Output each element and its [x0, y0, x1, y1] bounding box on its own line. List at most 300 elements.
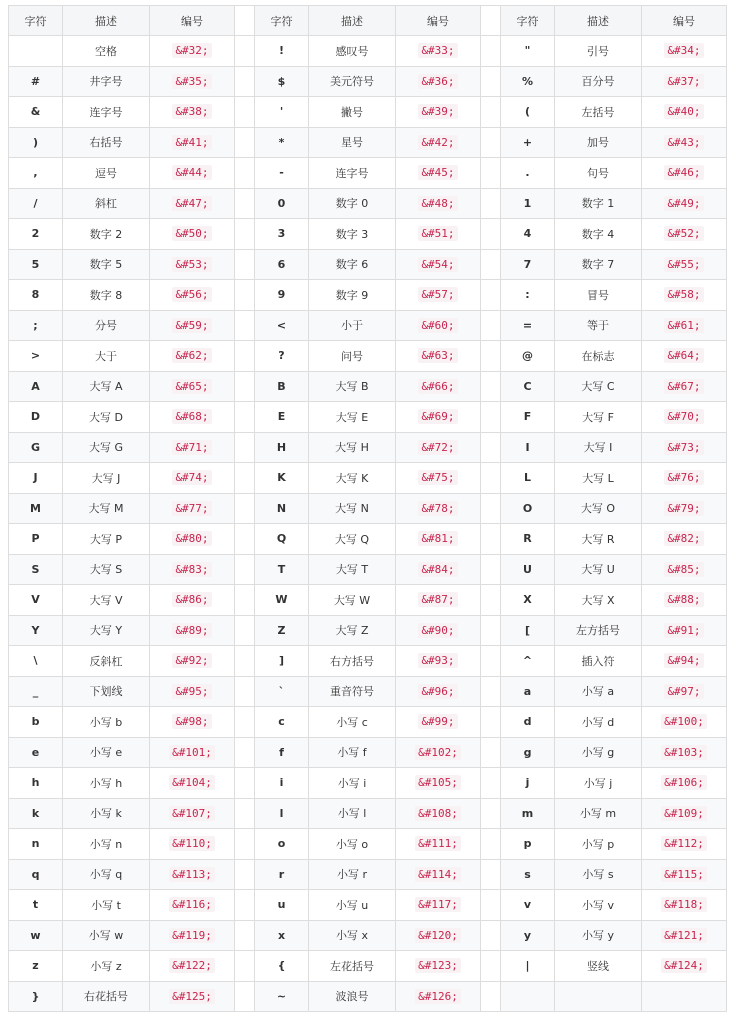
description-cell: 大写 H [309, 432, 396, 463]
code-cell [642, 524, 727, 555]
code-cell [396, 249, 481, 280]
code-cell [396, 585, 481, 616]
table-row [9, 97, 727, 128]
column-gap [481, 890, 501, 921]
column-gap [235, 6, 255, 36]
table-row [9, 219, 727, 250]
code-cell [642, 646, 727, 677]
code-cell [396, 463, 481, 494]
column-gap [235, 341, 255, 372]
code-cell [642, 371, 727, 402]
entity-code: &#90; [418, 623, 457, 638]
description-cell: 小写 p [555, 829, 642, 860]
code-cell [396, 981, 481, 1012]
description-cell: 左括号 [555, 97, 642, 128]
entity-code: &#80; [172, 531, 211, 546]
char-cell: l [255, 798, 309, 829]
description-cell: 连字号 [63, 97, 150, 128]
column-gap [235, 280, 255, 311]
char-cell: e [9, 737, 63, 768]
entity-code: &#97; [664, 684, 703, 699]
description-cell: 小写 w [63, 920, 150, 951]
column-gap [481, 371, 501, 402]
description-cell: 重音符号 [309, 676, 396, 707]
description-cell: 数字 0 [309, 188, 396, 219]
entity-code: &#56; [172, 287, 211, 302]
description-cell: 波浪号 [309, 981, 396, 1012]
entity-code: &#46; [664, 165, 703, 180]
column-gap [481, 219, 501, 250]
column-gap [235, 493, 255, 524]
char-cell: H [255, 432, 309, 463]
entity-code: &#65; [172, 379, 211, 394]
code-cell [150, 249, 235, 280]
char-cell: v [501, 890, 555, 921]
char-cell: * [255, 127, 309, 158]
description-cell: 小写 d [555, 707, 642, 738]
code-cell [642, 951, 727, 982]
description-cell: 小写 x [309, 920, 396, 951]
description-cell: 撇号 [309, 97, 396, 128]
entity-code: &#58; [664, 287, 703, 302]
description-cell: 左花括号 [309, 951, 396, 982]
table-row [9, 768, 727, 799]
char-cell: b [9, 707, 63, 738]
description-cell: 数字 6 [309, 249, 396, 280]
entity-code: &#85; [664, 562, 703, 577]
code-cell [396, 646, 481, 677]
entity-code: &#36; [418, 74, 457, 89]
entity-code: &#49; [664, 196, 703, 211]
column-gap [481, 402, 501, 433]
entity-code: &#109; [661, 806, 707, 821]
code-cell [396, 676, 481, 707]
entity-code: &#63; [418, 348, 457, 363]
description-cell: 大写 M [63, 493, 150, 524]
column-gap [481, 981, 501, 1012]
code-cell [396, 615, 481, 646]
char-cell: D [9, 402, 63, 433]
char-cell: $ [255, 66, 309, 97]
code-cell [642, 97, 727, 128]
code-cell [396, 890, 481, 921]
description-cell: 小写 r [309, 859, 396, 890]
description-cell: 大写 T [309, 554, 396, 585]
code-cell [642, 310, 727, 341]
code-cell [396, 66, 481, 97]
column-gap [235, 554, 255, 585]
char-cell: r [255, 859, 309, 890]
code-cell [642, 676, 727, 707]
entity-code: &#103; [661, 745, 707, 760]
code-cell [396, 402, 481, 433]
description-cell: 小写 v [555, 890, 642, 921]
char-cell: t [9, 890, 63, 921]
code-cell [642, 493, 727, 524]
code-cell [150, 158, 235, 189]
table-row [9, 249, 727, 280]
table-row [9, 310, 727, 341]
entity-code: &#107; [169, 806, 215, 821]
code-cell [396, 310, 481, 341]
code-cell [642, 890, 727, 921]
char-cell [501, 981, 555, 1012]
char-cell: Z [255, 615, 309, 646]
char-cell: K [255, 463, 309, 494]
entity-code: &#93; [418, 653, 457, 668]
char-cell: + [501, 127, 555, 158]
description-cell: 数字 4 [555, 219, 642, 250]
entity-code: &#89; [172, 623, 211, 638]
column-gap [481, 158, 501, 189]
description-cell: 等于 [555, 310, 642, 341]
entity-code: &#124; [661, 958, 707, 973]
column-gap [235, 737, 255, 768]
table-row [9, 493, 727, 524]
table-row [9, 463, 727, 494]
char-cell: k [9, 798, 63, 829]
char-cell: ' [255, 97, 309, 128]
char-cell: h [9, 768, 63, 799]
entity-code: &#43; [664, 135, 703, 150]
code-cell [150, 432, 235, 463]
char-cell: p [501, 829, 555, 860]
description-cell: 大写 Z [309, 615, 396, 646]
code-cell [642, 981, 727, 1012]
char-cell: 9 [255, 280, 309, 311]
table-row [9, 615, 727, 646]
description-cell: 大写 Q [309, 524, 396, 555]
table-body [9, 36, 727, 1012]
description-cell: 小写 n [63, 829, 150, 860]
column-gap [235, 951, 255, 982]
description-cell: 数字 1 [555, 188, 642, 219]
code-cell [642, 341, 727, 372]
char-cell: A [9, 371, 63, 402]
entity-code: &#50; [172, 226, 211, 241]
code-cell [642, 463, 727, 494]
entity-code: &#60; [418, 318, 457, 333]
code-cell [642, 585, 727, 616]
description-cell: 小写 i [309, 768, 396, 799]
description-cell: 逗号 [63, 158, 150, 189]
column-gap [235, 371, 255, 402]
code-cell [642, 798, 727, 829]
entity-code: &#62; [172, 348, 211, 363]
table-row [9, 798, 727, 829]
entity-code: &#79; [664, 501, 703, 516]
code-cell [396, 524, 481, 555]
char-cell: J [9, 463, 63, 494]
entity-code: &#44; [172, 165, 211, 180]
char-cell: ( [501, 97, 555, 128]
entity-code: &#54; [418, 257, 457, 272]
header-char: 字符 [255, 6, 309, 36]
description-cell: 大写 J [63, 463, 150, 494]
entity-code: &#75; [418, 470, 457, 485]
code-cell [396, 951, 481, 982]
description-cell: 数字 2 [63, 219, 150, 250]
char-cell: . [501, 158, 555, 189]
column-gap [481, 859, 501, 890]
code-cell [150, 615, 235, 646]
entity-code: &#126; [415, 989, 461, 1004]
code-cell [642, 188, 727, 219]
char-cell [9, 36, 63, 67]
table-row [9, 66, 727, 97]
code-cell [150, 981, 235, 1012]
code-cell [642, 432, 727, 463]
table-row [9, 341, 727, 372]
column-gap [235, 707, 255, 738]
char-cell: 8 [9, 280, 63, 311]
code-cell [642, 402, 727, 433]
table-row [9, 188, 727, 219]
code-cell [150, 859, 235, 890]
code-cell [396, 493, 481, 524]
description-cell: 小写 j [555, 768, 642, 799]
table-row [9, 676, 727, 707]
description-cell: 大写 O [555, 493, 642, 524]
description-cell: 星号 [309, 127, 396, 158]
description-cell: 右括号 [63, 127, 150, 158]
header-char: 字符 [501, 6, 555, 36]
char-cell: ) [9, 127, 63, 158]
description-cell: 小写 l [309, 798, 396, 829]
description-cell: 分号 [63, 310, 150, 341]
char-cell: | [501, 951, 555, 982]
char-cell: = [501, 310, 555, 341]
char-cell: ; [9, 310, 63, 341]
code-cell [396, 554, 481, 585]
description-cell: 大写 Y [63, 615, 150, 646]
code-cell [150, 310, 235, 341]
column-gap [481, 615, 501, 646]
table-row [9, 646, 727, 677]
column-gap [481, 341, 501, 372]
entity-code: &#52; [664, 226, 703, 241]
entity-code: &#66; [418, 379, 457, 394]
code-cell [150, 371, 235, 402]
description-cell: 空格 [63, 36, 150, 67]
description-cell: 右花括号 [63, 981, 150, 1012]
entity-code: &#123; [415, 958, 461, 973]
description-cell: 小写 o [309, 829, 396, 860]
table-row [9, 524, 727, 555]
column-gap [481, 36, 501, 67]
column-gap [235, 524, 255, 555]
entity-code: &#72; [418, 440, 457, 455]
column-gap [235, 127, 255, 158]
description-cell: 数字 7 [555, 249, 642, 280]
description-cell: 百分号 [555, 66, 642, 97]
char-cell: @ [501, 341, 555, 372]
char-cell: < [255, 310, 309, 341]
char-cell: 3 [255, 219, 309, 250]
code-cell [150, 219, 235, 250]
code-cell [642, 36, 727, 67]
char-cell: a [501, 676, 555, 707]
entity-code: &#115; [661, 867, 707, 882]
column-gap [481, 554, 501, 585]
char-cell: [ [501, 615, 555, 646]
code-cell [396, 707, 481, 738]
header-row [9, 6, 727, 36]
column-gap [235, 97, 255, 128]
entity-code: &#76; [664, 470, 703, 485]
table-row [9, 127, 727, 158]
column-gap [235, 432, 255, 463]
char-cell: z [9, 951, 63, 982]
table-row [9, 829, 727, 860]
description-cell: 小写 a [555, 676, 642, 707]
entity-code: &#99; [418, 714, 457, 729]
table-row [9, 585, 727, 616]
code-cell [642, 554, 727, 585]
description-cell: 小写 h [63, 768, 150, 799]
char-cell: M [9, 493, 63, 524]
description-cell: 数字 8 [63, 280, 150, 311]
description-cell: 加号 [555, 127, 642, 158]
entity-code: &#106; [661, 775, 707, 790]
code-cell [642, 158, 727, 189]
char-cell: B [255, 371, 309, 402]
code-cell [150, 97, 235, 128]
char-cell: 7 [501, 249, 555, 280]
description-cell: 小写 z [63, 951, 150, 982]
entity-code: &#48; [418, 196, 457, 211]
column-gap [481, 432, 501, 463]
header-desc: 描述 [555, 6, 642, 36]
char-cell: C [501, 371, 555, 402]
char-cell: n [9, 829, 63, 860]
code-cell [396, 188, 481, 219]
entity-code: &#41; [172, 135, 211, 150]
entity-code: &#39; [418, 104, 457, 119]
description-cell: 问号 [309, 341, 396, 372]
entity-code: &#83; [172, 562, 211, 577]
table-row [9, 280, 727, 311]
code-cell [150, 646, 235, 677]
description-cell: 数字 3 [309, 219, 396, 250]
entity-code: &#96; [418, 684, 457, 699]
char-cell: , [9, 158, 63, 189]
table-row [9, 890, 727, 921]
entity-code: &#101; [169, 745, 215, 760]
entity-code: &#35; [172, 74, 211, 89]
column-gap [481, 310, 501, 341]
description-cell: 大写 G [63, 432, 150, 463]
description-cell: 感叹号 [309, 36, 396, 67]
column-gap [235, 402, 255, 433]
entity-code: &#114; [415, 867, 461, 882]
char-cell: W [255, 585, 309, 616]
table-row [9, 554, 727, 585]
code-cell [150, 951, 235, 982]
char-cell: } [9, 981, 63, 1012]
code-cell [150, 341, 235, 372]
description-cell: 大写 D [63, 402, 150, 433]
description-cell [555, 981, 642, 1012]
char-cell: ? [255, 341, 309, 372]
char-cell: E [255, 402, 309, 433]
code-cell [642, 249, 727, 280]
header-code: 编号 [396, 6, 481, 36]
description-cell: 冒号 [555, 280, 642, 311]
column-gap [481, 676, 501, 707]
description-cell: 大写 U [555, 554, 642, 585]
code-cell [642, 66, 727, 97]
entity-code: &#47; [172, 196, 211, 211]
char-cell: X [501, 585, 555, 616]
description-cell: 数字 5 [63, 249, 150, 280]
column-gap [481, 768, 501, 799]
char-cell: L [501, 463, 555, 494]
table-row [9, 432, 727, 463]
description-cell: 在标志 [555, 341, 642, 372]
char-cell: 2 [9, 219, 63, 250]
code-cell [396, 219, 481, 250]
code-cell [150, 554, 235, 585]
entity-code: &#34; [664, 43, 703, 58]
char-cell: f [255, 737, 309, 768]
code-cell [396, 158, 481, 189]
code-cell [150, 36, 235, 67]
entity-code: &#42; [418, 135, 457, 150]
column-gap [235, 646, 255, 677]
char-cell: o [255, 829, 309, 860]
char-cell: Q [255, 524, 309, 555]
ascii-code-table [8, 5, 727, 1012]
column-gap [235, 859, 255, 890]
entity-code: &#100; [661, 714, 707, 729]
entity-code: &#95; [172, 684, 211, 699]
code-cell [642, 737, 727, 768]
header-char: 字符 [9, 6, 63, 36]
char-cell: 6 [255, 249, 309, 280]
entity-code: &#91; [664, 623, 703, 638]
description-cell: 数字 9 [309, 280, 396, 311]
code-cell [396, 798, 481, 829]
column-gap [235, 676, 255, 707]
code-cell [150, 768, 235, 799]
column-gap [481, 646, 501, 677]
entity-code: &#40; [664, 104, 703, 119]
char-cell: F [501, 402, 555, 433]
entity-code: &#68; [172, 409, 211, 424]
char-cell: i [255, 768, 309, 799]
entity-code: &#33; [418, 43, 457, 58]
char-cell: 5 [9, 249, 63, 280]
code-cell [396, 859, 481, 890]
entity-code: &#73; [664, 440, 703, 455]
description-cell: 大写 X [555, 585, 642, 616]
code-cell [396, 920, 481, 951]
entity-code: &#122; [169, 958, 215, 973]
char-cell: Y [9, 615, 63, 646]
char-cell: / [9, 188, 63, 219]
description-cell: 大写 S [63, 554, 150, 585]
entity-code: &#112; [661, 836, 707, 851]
code-cell [642, 920, 727, 951]
column-gap [481, 585, 501, 616]
description-cell: 大写 K [309, 463, 396, 494]
column-gap [481, 707, 501, 738]
char-cell: N [255, 493, 309, 524]
description-cell: 大于 [63, 341, 150, 372]
entity-code: &#108; [415, 806, 461, 821]
column-gap [235, 829, 255, 860]
